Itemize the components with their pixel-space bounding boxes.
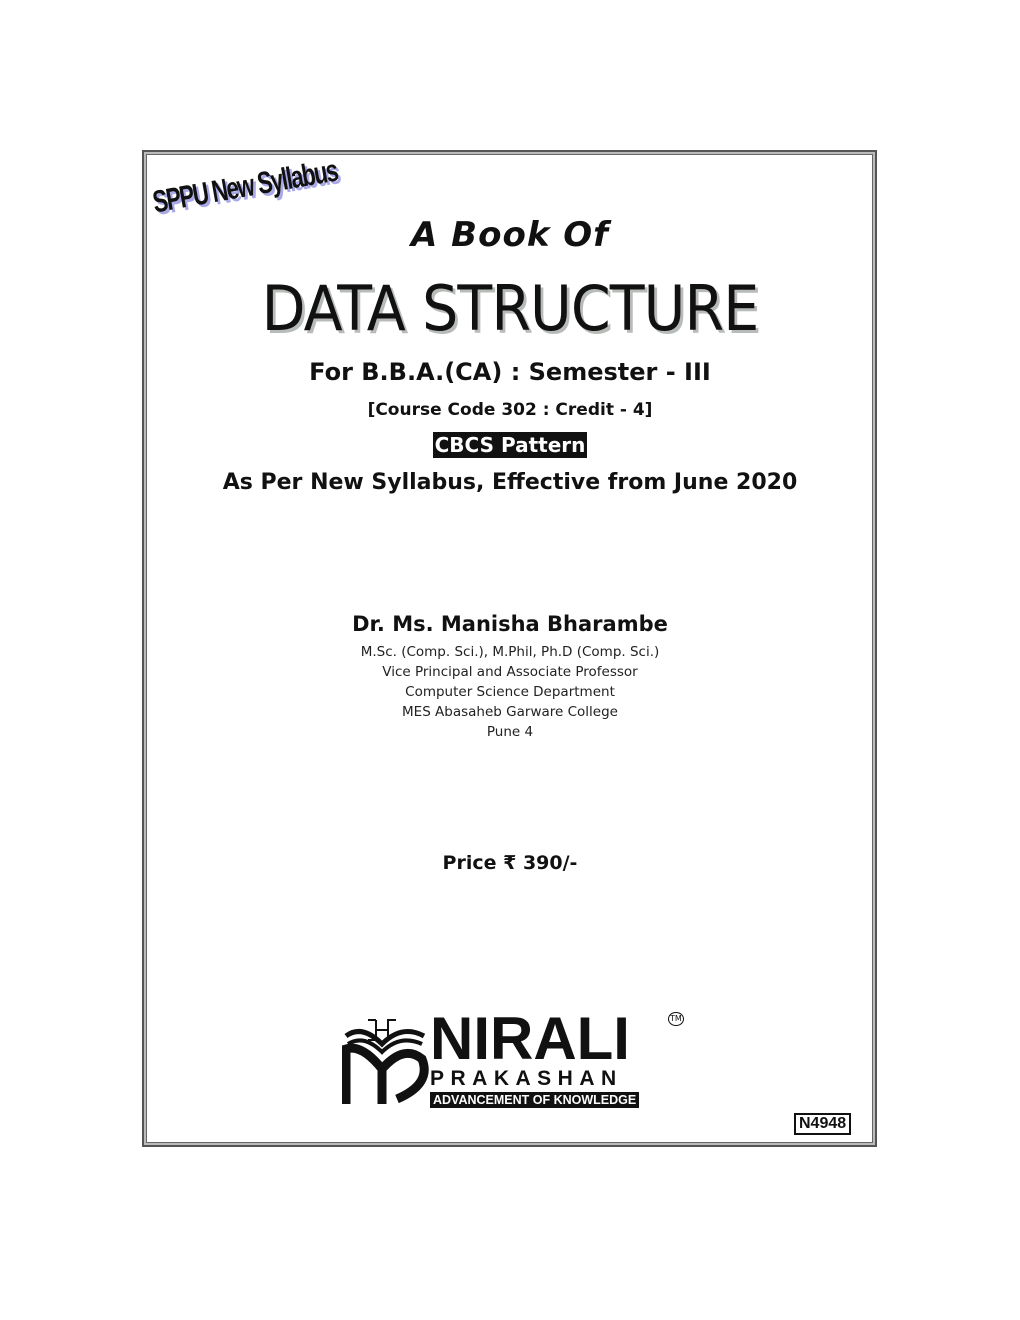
effective-note: As Per New Syllabus, Effective from June 2020 bbox=[222, 470, 798, 495]
author-city: Pune 4 bbox=[486, 724, 534, 740]
pattern-label bbox=[0, 433, 1020, 457]
price: Price ₹ 390/- bbox=[442, 852, 578, 874]
book-emblem-icon bbox=[342, 1014, 432, 1109]
pattern-text: CBCS Pattern bbox=[434, 433, 586, 457]
book-title: DATA STRUCTURE bbox=[261, 272, 759, 345]
author-qualification: M.Sc. (Comp. Sci.), M.Phil, Ph.D (Comp. Sci.) bbox=[360, 644, 660, 660]
trademark: TM bbox=[668, 1012, 684, 1026]
publisher-logo bbox=[342, 1005, 682, 1112]
author-department: Computer Science Department bbox=[405, 684, 615, 700]
publisher-tagline: ADVANCEMENT OF KNOWLEDGE bbox=[430, 1092, 639, 1108]
author-position: Vice Principal and Associate Professor bbox=[382, 664, 638, 680]
book-prefix: A Book Of bbox=[411, 215, 609, 255]
course-code: [Course Code 302 : Credit - 4] bbox=[367, 400, 653, 420]
book-subtitle: For B.B.A.(CA) : Semester - III bbox=[309, 358, 711, 386]
sppu-badge: SPPU New Syllabus bbox=[150, 152, 340, 220]
author-name: Dr. Ms. Manisha Bharambe bbox=[352, 612, 668, 636]
book-code: N4948 bbox=[794, 1113, 851, 1135]
publisher-sub: PRAKASHAN bbox=[430, 1067, 623, 1090]
publisher-name: NIRALI bbox=[430, 1005, 630, 1072]
author-college: MES Abasaheb Garware College bbox=[402, 704, 618, 720]
